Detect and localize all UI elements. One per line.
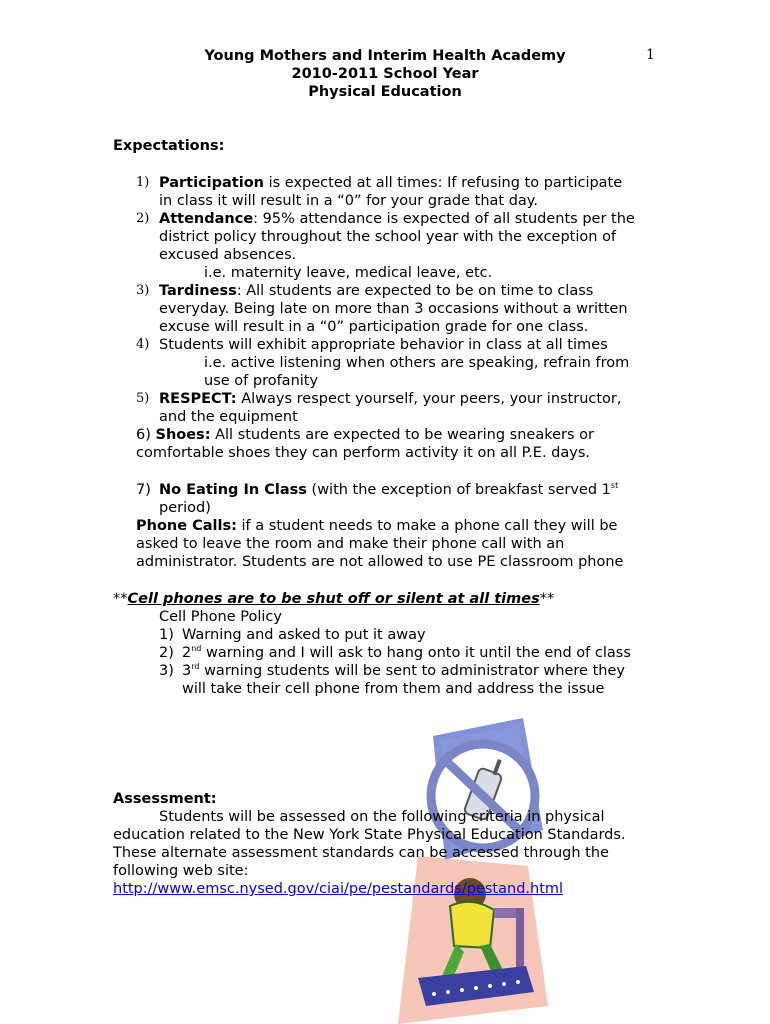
list-item-behavior: Students will exhibit appropriate behavior in class at all times: [159, 337, 608, 353]
policy-step-text: will take their cell phone from them and address the issue: [182, 681, 605, 697]
item-number: 5): [136, 391, 150, 406]
list-item-text: excused absences.: [159, 247, 297, 263]
policy-step-3: 3rd warning students will be sent to administrator where they: [182, 662, 625, 679]
item-number: 1): [136, 175, 150, 190]
cell-phone-notice: **Cell phones are to be shut off or silent at all times**: [113, 591, 555, 607]
list-item-text: and the equipment: [159, 409, 298, 425]
list-item-respect: RESPECT: Always respect yourself, your peers, your instructor,: [159, 391, 622, 407]
expectations-heading: Expectations:: [113, 138, 225, 154]
doc-title: Young Mothers and Interim Health Academy: [204, 48, 566, 64]
assessment-text: Students will be assessed on the following criteria in physical: [159, 809, 605, 825]
list-item-text: period): [159, 500, 211, 516]
policy-step-number: 1): [159, 627, 174, 643]
school-year: 2010-2011 School Year: [291, 66, 479, 82]
assessment-text: following web site:: [113, 863, 249, 879]
item-number: 3): [136, 283, 150, 298]
list-item-tardiness: Tardiness: All students are expected to be on time to class: [159, 283, 594, 299]
standards-link[interactable]: http://www.emsc.nysed.gov/ciai/pe/pestandards/pestand.html: [113, 881, 564, 897]
policy-step-2: 2nd warning and I will ask to hang onto it until the end of class: [182, 644, 631, 661]
phone-calls-text: administrator. Students are not allowed to use PE classroom phone: [136, 554, 624, 570]
list-item-text: comfortable shoes they can perform activity it on all P.E. days.: [136, 445, 590, 461]
list-item-no-eating: No Eating In Class (with the exception of breakfast served 1st: [159, 481, 619, 498]
list-item-text: district policy throughout the school year with the exception of: [159, 229, 617, 245]
cell-policy-title: Cell Phone Policy: [159, 609, 282, 625]
phone-calls-text: asked to leave the room and make their phone call with an: [136, 536, 565, 552]
page-number: 1: [646, 47, 655, 63]
assessment-heading: Assessment:: [113, 791, 217, 807]
list-item-text: everyday. Being late on more than 3 occasions without a written: [159, 301, 628, 317]
course-name: Physical Education: [308, 84, 462, 100]
policy-step-1: Warning and asked to put it away: [182, 627, 426, 643]
list-item-text: i.e. active listening when others are speaking, refrain from: [204, 355, 630, 371]
item-number: 7): [136, 482, 151, 498]
list-item-attendance: Attendance: 95% attendance is expected of all students per the: [159, 211, 635, 227]
policy-step-number: 3): [159, 663, 174, 679]
assessment-text: These alternate assessment standards can be accessed through the: [113, 845, 609, 861]
item-number: 2): [136, 211, 150, 226]
policy-step-number: 2): [159, 645, 174, 661]
list-item-shoes: 6) Shoes: All students are expected to be wearing sneakers or: [136, 427, 594, 443]
phone-calls-rule: Phone Calls: if a student needs to make a phone call they will be: [136, 518, 618, 534]
list-item-participation: Participation is expected at all times: If refusing to participate: [159, 175, 623, 191]
list-item-text: in class it will result in a “0” for your grade that day.: [159, 193, 538, 209]
list-item-text: i.e. maternity leave, medical leave, etc.: [204, 265, 493, 281]
list-item-text: use of profanity: [204, 373, 319, 389]
item-number: 4): [136, 337, 150, 352]
assessment-text: education related to the New York State Physical Education Standards.: [113, 827, 626, 843]
list-item-text: excuse will result in a “0” participation grade for one class.: [159, 319, 589, 335]
